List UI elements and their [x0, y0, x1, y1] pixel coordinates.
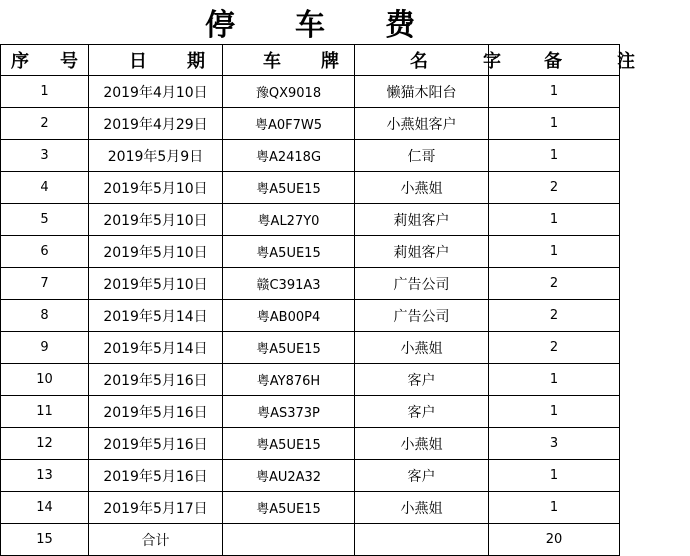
cell-plate[interactable] — [223, 524, 355, 556]
table-row — [1, 396, 620, 428]
cell-date[interactable]: 2019年5月10日 — [89, 204, 223, 236]
cell-plate[interactable]: 粤A0F7W5 — [223, 108, 355, 140]
cell-plate[interactable]: 粤A2418G — [223, 140, 355, 172]
cell-note[interactable]: 3 — [489, 428, 620, 460]
cell-plate[interactable]: 粤AS373P — [223, 396, 355, 428]
cell-date[interactable]: 2019年4月10日 — [89, 76, 223, 108]
table-row — [1, 172, 620, 204]
sheet-title: 停车费 — [205, 8, 475, 43]
cell-note[interactable]: 1 — [489, 364, 620, 396]
header-seq-a: 序 — [11, 51, 29, 72]
cell-seq[interactable]: 8 — [1, 300, 89, 332]
cell-date[interactable]: 2019年5月16日 — [89, 364, 223, 396]
cell-note[interactable]: 1 — [489, 140, 620, 172]
cell-seq[interactable]: 5 — [1, 204, 89, 236]
cell-note[interactable]: 1 — [489, 492, 620, 524]
cell-name[interactable]: 广告公司 — [355, 300, 489, 332]
cell-date[interactable]: 2019年4月29日 — [89, 108, 223, 140]
table-row — [1, 268, 620, 300]
header-row — [1, 45, 620, 76]
cell-seq[interactable]: 13 — [1, 460, 89, 492]
cell-note[interactable]: 1 — [489, 108, 620, 140]
table-body — [1, 76, 620, 556]
cell-seq[interactable]: 10 — [1, 364, 89, 396]
cell-seq[interactable]: 14 — [1, 492, 89, 524]
cell-date[interactable]: 2019年5月14日 — [89, 300, 223, 332]
cell-date[interactable]: 2019年5月16日 — [89, 460, 223, 492]
header-name-label: 名字 — [410, 51, 556, 72]
table-row — [1, 428, 620, 460]
cell-note[interactable]: 1 — [489, 236, 620, 268]
table-row — [1, 204, 620, 236]
cell-name[interactable]: 小燕姐 — [355, 172, 489, 204]
title-row — [1, 0, 620, 45]
cell-name[interactable]: 莉姐客户 — [355, 204, 489, 236]
header-date-label: 日期 — [129, 51, 245, 72]
header-plate[interactable] — [223, 45, 379, 76]
cell-name[interactable]: 小燕姐客户 — [355, 108, 489, 140]
cell-seq[interactable]: 12 — [1, 428, 89, 460]
cell-name[interactable]: 小燕姐 — [355, 428, 489, 460]
sheet-title-cell[interactable] — [1, 0, 620, 45]
table-row — [1, 300, 620, 332]
cell-note[interactable]: 1 — [489, 204, 620, 236]
table-row — [1, 76, 620, 108]
header-name[interactable] — [355, 45, 556, 76]
cell-name[interactable]: 小燕姐 — [355, 332, 489, 364]
cell-name[interactable] — [355, 524, 489, 556]
cell-seq[interactable]: 11 — [1, 396, 89, 428]
cell-date[interactable]: 2019年5月16日 — [89, 396, 223, 428]
cell-name[interactable]: 莉姐客户 — [355, 236, 489, 268]
cell-seq[interactable]: 1 — [1, 76, 89, 108]
cell-note[interactable]: 1 — [489, 76, 620, 108]
cell-plate[interactable]: 粤AY876H — [223, 364, 355, 396]
cell-seq[interactable]: 7 — [1, 268, 89, 300]
cell-date[interactable]: 2019年5月9日 — [89, 140, 223, 172]
cell-seq[interactable]: 3 — [1, 140, 89, 172]
table-row — [1, 332, 620, 364]
cell-note[interactable]: 1 — [489, 396, 620, 428]
cell-date[interactable]: 2019年5月17日 — [89, 492, 223, 524]
cell-seq[interactable]: 4 — [1, 172, 89, 204]
table-row — [1, 364, 620, 396]
table-row — [1, 236, 620, 268]
cell-name[interactable]: 仁哥 — [355, 140, 489, 172]
cell-note[interactable]: 2 — [489, 332, 620, 364]
header-note[interactable] — [489, 45, 690, 76]
cell-date[interactable]: 2019年5月14日 — [89, 332, 223, 364]
cell-name[interactable]: 懒猫木阳台 — [355, 76, 489, 108]
cell-date[interactable]: 2019年5月16日 — [89, 428, 223, 460]
cell-seq[interactable]: 9 — [1, 332, 89, 364]
cell-plate[interactable]: 粤A5UE15 — [223, 236, 355, 268]
cell-note[interactable]: 2 — [489, 300, 620, 332]
cell-name[interactable]: 小燕姐 — [355, 492, 489, 524]
cell-plate[interactable]: 豫QX9018 — [223, 76, 355, 108]
table-row — [1, 140, 620, 172]
table-row — [1, 460, 620, 492]
cell-plate[interactable]: 粤A5UE15 — [223, 492, 355, 524]
cell-seq[interactable]: 6 — [1, 236, 89, 268]
cell-seq[interactable]: 2 — [1, 108, 89, 140]
cell-name[interactable]: 客户 — [355, 396, 489, 428]
table-row — [1, 108, 620, 140]
cell-date[interactable]: 合计 — [89, 524, 223, 556]
cell-date[interactable]: 2019年5月10日 — [89, 172, 223, 204]
table-row — [1, 492, 620, 524]
cell-plate[interactable]: 粤A5UE15 — [223, 428, 355, 460]
cell-seq[interactable]: 15 — [1, 524, 89, 556]
cell-name[interactable]: 广告公司 — [355, 268, 489, 300]
cell-plate[interactable]: 粤AB00P4 — [223, 300, 355, 332]
header-date[interactable] — [89, 45, 245, 76]
header-seq-b: 号 — [60, 51, 78, 72]
header-seq[interactable] — [1, 45, 89, 76]
cell-plate[interactable]: 粤AL27Y0 — [223, 204, 355, 236]
cell-note[interactable]: 1 — [489, 460, 620, 492]
cell-date[interactable]: 2019年5月10日 — [89, 268, 223, 300]
table-row — [1, 524, 620, 556]
cell-name[interactable]: 客户 — [355, 460, 489, 492]
cell-date[interactable]: 2019年5月10日 — [89, 236, 223, 268]
cell-plate[interactable]: 粤AU2A32 — [223, 460, 355, 492]
header-plate-label: 车牌 — [263, 51, 379, 72]
cell-note[interactable]: 2 — [489, 172, 620, 204]
cell-name[interactable]: 客户 — [355, 364, 489, 396]
cell-note[interactable]: 2 — [489, 268, 620, 300]
header-note-label: 备注 — [544, 51, 690, 72]
cell-plate[interactable]: 赣C391A3 — [223, 268, 355, 300]
cell-note[interactable]: 20 — [489, 524, 620, 556]
cell-plate[interactable]: 粤A5UE15 — [223, 332, 355, 364]
cell-plate[interactable]: 粤A5UE15 — [223, 172, 355, 204]
